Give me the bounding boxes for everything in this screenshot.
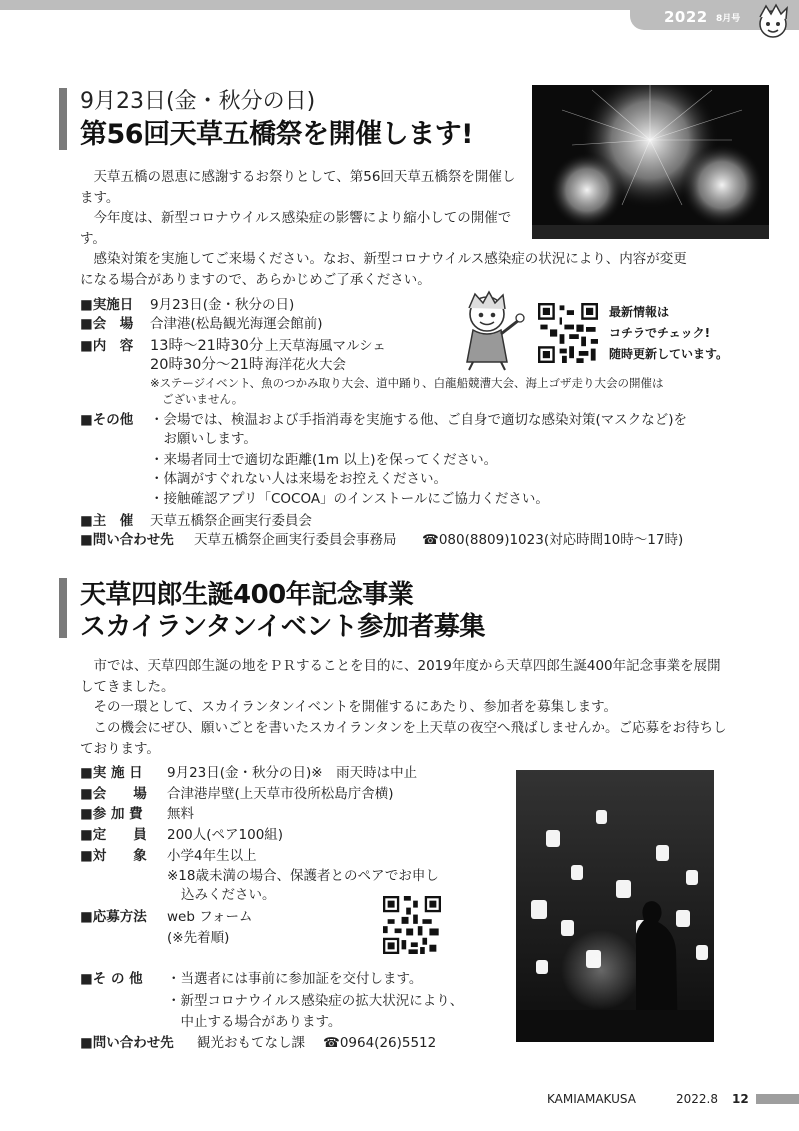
target-label: ■対 象: [80, 848, 147, 864]
other-item: ・体調がすぐれない人は来場をお控えください。: [150, 471, 447, 487]
content-note: ございません。: [162, 392, 244, 406]
footer-bar: [756, 1094, 799, 1104]
fireworks-photo: [532, 85, 769, 239]
issue-month: 8月号: [716, 14, 741, 24]
heading-bar: [59, 578, 67, 638]
s2-venue-value: 合津港岸壁(上天草市役所松島庁舎横): [167, 786, 394, 802]
content-event-2: 海洋花火大会: [265, 357, 346, 373]
section2-paragraph: この機会にぜひ、願いごとを書いたスカイランタンを上天草の夜空へ飛ばしませんか。ご応募をお待ちしております。: [80, 720, 727, 757]
contact-label: ■問い合わせ先: [80, 532, 174, 548]
sky-lantern-photo: [516, 770, 714, 1042]
apply-qr-code-icon[interactable]: [383, 896, 441, 954]
section1-title: 第56回天草五橋祭を開催します!: [80, 119, 473, 150]
venue-value: 合津港(松島観光海運会館前): [150, 316, 323, 332]
section2-paragraph: その一環として、スカイランタンイベントを開催するにあたり、参加者を募集します。: [80, 699, 618, 715]
s2-date-value: 9月23日(金・秋分の日)※ 雨天時は中止: [167, 765, 418, 781]
footer-issue: 2022.8: [676, 1092, 718, 1106]
section2-paragraph: 市では、天草四郎生誕の地をＰＲすることを目的に、2019年度から天草四郎生誕400年記念事業を展開してきました。: [80, 658, 721, 695]
other-item: ・会場では、検温および手指消毒を実施する他、ご自身で適切な感染対策(マスクなど)を: [150, 412, 688, 428]
s2-venue-label: ■会 場: [80, 786, 147, 802]
capacity-value: 200人(ペア100組): [167, 827, 284, 843]
apply-value: web フォーム: [167, 909, 253, 925]
qr-code-icon[interactable]: [538, 303, 598, 363]
check-line: コチラでチェック!: [609, 326, 711, 340]
s2-other-item: ・当選者には事前に参加証を交付します。: [167, 971, 423, 987]
check-line: 随時更新しています。: [609, 347, 729, 361]
mascot-illustration: [455, 290, 527, 372]
section1-subtitle: 9月23日(金・秋分の日): [80, 89, 316, 114]
date-label: ■実施日: [80, 297, 134, 313]
mascot-icon: [752, 2, 794, 42]
target-value: 小学4年生以上: [167, 848, 257, 864]
s2-other-label: ■そ の 他: [80, 971, 143, 987]
date-value: 9月23日(金・秋分の日): [150, 297, 295, 313]
other-item: お願いします。: [150, 431, 257, 447]
content-event-1: 上天草海風マルシェ: [265, 338, 386, 354]
page-number: 12: [732, 1092, 749, 1106]
other-label: ■その他: [80, 412, 134, 428]
other-item: ・来場者同士で適切な距離(1m 以上)を保ってください。: [150, 452, 498, 468]
target-note: 込みください。: [181, 887, 276, 903]
contact-value: 天草五橋祭企画実行委員会事務局: [194, 532, 397, 548]
capacity-label: ■定 員: [80, 827, 147, 843]
s2-date-label: ■実 施 日: [80, 765, 143, 781]
organizer-value: 天草五橋祭企画実行委員会: [150, 513, 312, 529]
content-label: ■内 容: [80, 338, 134, 354]
content-time-2: 20時30分〜21時: [150, 357, 264, 373]
section1-paragraph: 感染対策を実施してご来場ください。なお、新型コロナウイルス感染症の状況により、内容が変更になる場合がありますので、あらかじめご了承ください。: [80, 251, 687, 288]
heading-bar: [59, 88, 67, 150]
fee-value: 無料: [167, 806, 194, 822]
s2-contact-value: 観光おもてなし課: [197, 1035, 305, 1051]
apply-label: ■応募方法: [80, 909, 147, 925]
content-time-1: 13時〜21時30分: [150, 338, 264, 354]
fee-label: ■参 加 費: [80, 806, 143, 822]
content-note: ※ステージイベント、魚のつかみ取り大会、道中踊り、白龍船競漕大会、海上ゴザ走り大会の開催は: [150, 376, 664, 390]
section1-paragraph: 天草五橋の恩恵に感謝するお祭りとして、第56回天草五橋祭を開催します。: [80, 169, 516, 206]
organizer-label: ■主 催: [80, 513, 134, 529]
footer-magazine: KAMIAMAKUSA: [547, 1092, 636, 1106]
s2-other-item: 中止する場合があります。: [167, 1014, 342, 1030]
section2-title-line1: 天草四郎生誕400年記念事業: [80, 580, 414, 610]
s2-contact-phone: ☎0964(26)5512: [323, 1035, 437, 1051]
venue-label: ■会 場: [80, 316, 134, 332]
target-note: ※18歳未満の場合、保護者とのペアでお申し: [167, 868, 439, 884]
check-info-text: [609, 302, 728, 365]
s2-contact-label: ■問い合わせ先: [80, 1035, 174, 1051]
section1-paragraph: 今年度は、新型コロナウイルス感染症の影響により縮小しての開催です。: [80, 210, 512, 247]
issue-year: 2022: [664, 8, 708, 26]
s2-other-item: ・新型コロナウイルス感染症の拡大状況により、: [167, 993, 464, 1009]
other-item: ・接触確認アプリ「COCOA」のインストールにご協力ください。: [150, 491, 549, 507]
contact-phone: ☎080(8809)1023(対応時間10時〜17時): [422, 532, 684, 548]
section2-title-line2: スカイランタンイベント参加者募集: [80, 612, 485, 642]
check-line: 最新情報は: [609, 305, 670, 319]
apply-note: (※先着順): [167, 930, 230, 946]
